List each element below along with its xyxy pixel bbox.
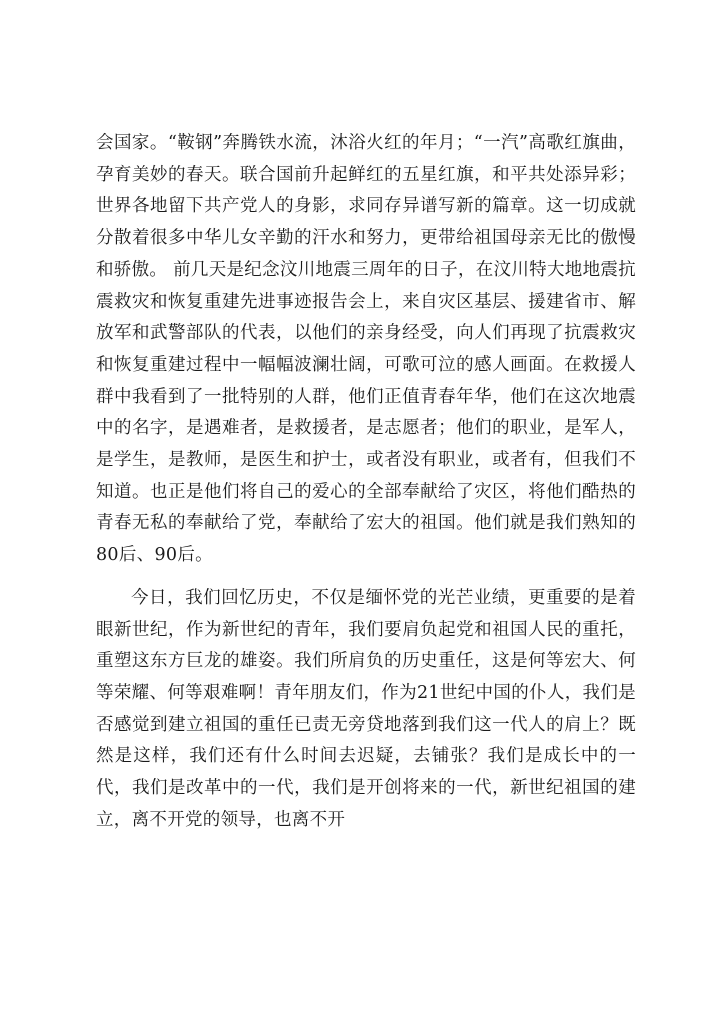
paragraph: 今日，我们回忆历史，不仅是缅怀党的光芒业绩，更重要的是着眼新世纪，作为新世纪的青年，我们要肩负起党和祖国人民的重托，重塑这东方巨龙的雄姿。我们所肩负的历史重任，这是何等宏大、何等荣耀、何等艰难啊！青年朋友们，作为21世纪中国的仆人，我们是否感觉到建立祖国的重任已责无旁贷地落到我们这一代人的肩上？既然是这样，我们还有什么时间去迟疑，去铺张？我们是成长中的一代，我们是改革中的一代，我们是开创将来的一代，新世纪祖国的建立，离不开党的领导，也离不开 bbox=[96, 587, 636, 830]
body-text bbox=[96, 128, 636, 847]
paragraph-continuation: 会国家。“鞍钢”奔腾铁水流，沐浴火红的年月；“一汽”高歌红旗曲，孕育美妙的春天。联合国前升起鲜红的五星红旗，和平共处添异彩；世界各地留下共产党人的身影，求同存异谱写新的篇章。这一切成就分散着很多中华儿女辛勤的汗水和努力，更带给祖国母亲无比的傲慢和骄傲。 前几天是纪念汶川地震三周年的日子，在汶川特大地地震抗震救灾和恢复重建先进事迹报告会上，来自灾区基层、援建省市、解放军和武警部队的代表，以他们的亲身经受，向人们再现了抗震救灾和恢复重建过程中一幅幅波澜壮阔，可歌可泣的感人画面。在救援人群中我看到了一批特别的人群，他们正值青春年华，他们在这次地震中的名字，是遇难者，是救援者，是志愿者；他们的职业，是军人，是学生，是教师，是医生和护士，或者没有职业，或者有，但我们不知道。也正是他们将自己的爱心的全部奉献给了灾区，将他们酷热的青春无私的奉献给了党，奉献给了宏大的祖国。他们就是我们熟知的80后、90后。 bbox=[96, 133, 636, 566]
